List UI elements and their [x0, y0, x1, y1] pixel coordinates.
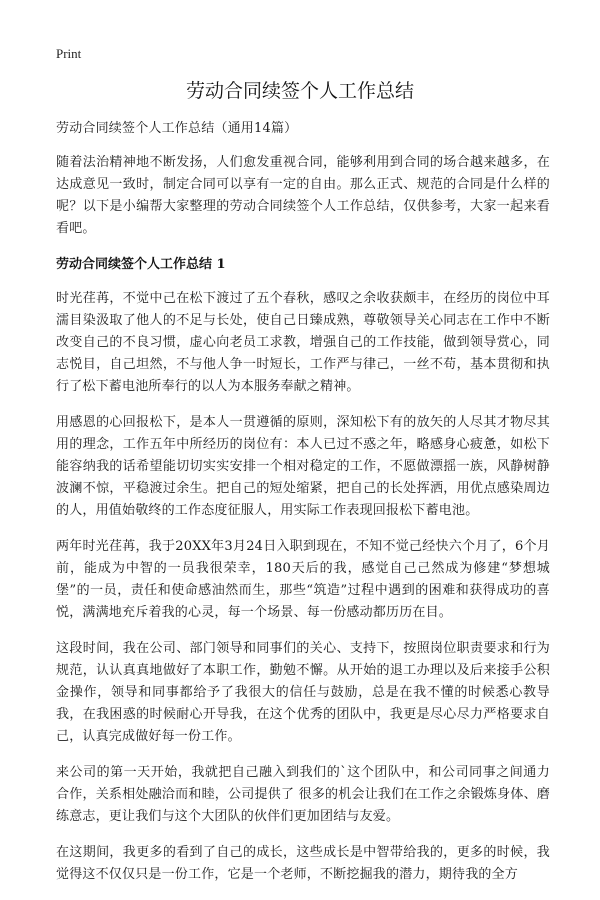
body-paragraph: 在这期间，我更多的看到了自己的成长，这些成长是中智带给我的，更多的时候，我觉得这不仅仅只是一份工作，它是一个老师，不断挖掘我的潜力，期待我的全方 — [56, 845, 550, 882]
document-title: 劳动合同续签个人工作总结 — [185, 80, 414, 102]
document-subtitle: 劳动合同续签个人工作总结（通用14篇） — [56, 121, 298, 136]
body-paragraph: 来公司的第一天开始，我就把自己融入到我们的`这个团队中，和公司同事之间通力合作，关系相处融洽而和睦，公司提供了 很多的机会让我们在工作之余锻炼身体、磨练意志，更让我们与这个大团队的伙伴们更加团结与友爱。 — [56, 765, 550, 824]
document-body — [56, 118, 550, 900]
body-paragraph: 用感恩的心回报松下，是本人一贯遵循的原则，深知松下有的放矢的人尽其才物尽其用的理念，工作五年中所经历的岗位有：本人已过不惑之年，略感身心疲惫，如松下能容纳我的话希望能切切实实安排一个相对稳定的工作，不愿做漂摇一族，风静树静波澜不惊，平稳渡过余生。把自己的短处缩紧，把自己的长处挥洒，用优点感染周边的人，用值始敬终的工作态度征服人，用实际工作表现回报松下蓄电池。 — [56, 415, 550, 518]
body-paragraph: 时光荏苒，不觉中己在松下渡过了五个春秋，感叹之余收获颇丰，在经历的岗位中耳濡目染汲取了他人的不足与长处，使自己日臻成熟，尊敬领导关心同志在工作中不断改变自己的不良习惯，虚心向老员工求教，增强自己的工作技能，做到领导赏心，同志悦目，自己坦然，不与他人争一时短长，工作严与律己，一丝不苟，基本贯彻和执行了松下蓄电池所奉行的以人为本服务奉献之精神。 — [56, 291, 550, 394]
intro-paragraph: 随着法治精神地不断发扬，人们愈发重视合同，能够利用到合同的场合越来越多，在达成意见一致时，制定合同可以享有一定的自由。那么正式、规范的合同是什么样的呢？以下是小编帮大家整理的劳动合同续签个人工作总结，仅供参考，大家一起来看看吧。 — [56, 155, 550, 236]
body-paragraph: 这段时间，我在公司、部门领导和同事们的关心、支持下，按照岗位职责要求和行为规范，认认真真地做好了本职工作，勤勉不懈。从开始的退工办理以及后来接手公积金操作，领导和同事都给予了我很大的信任与鼓励，总是在我不懂的时候悉心教导我，在我困惑的时候耐心开导我，在这个优秀的团队中，我更是尽心尽力严格要求自己，认真完成做好每一份工作。 — [56, 641, 550, 744]
section-heading: 劳动合同续签个人工作总结 1 — [56, 257, 226, 272]
print-link[interactable]: Print — [56, 46, 82, 61]
body-paragraph: 两年时光荏苒，我于20XX年3月24日入职到现在，不知不觉己经快六个月了，6个月前，能成为中智的一员我很荣幸，180天后的我，感觉自己己然成为修建“梦想城堡”的一员，责任和使命感油然而生，那些“筑造”过程中遇到的困难和获得成功的喜悦，满满地充斥着我的心灵，每一个场景、每一份感动都历历在目。 — [56, 539, 551, 620]
